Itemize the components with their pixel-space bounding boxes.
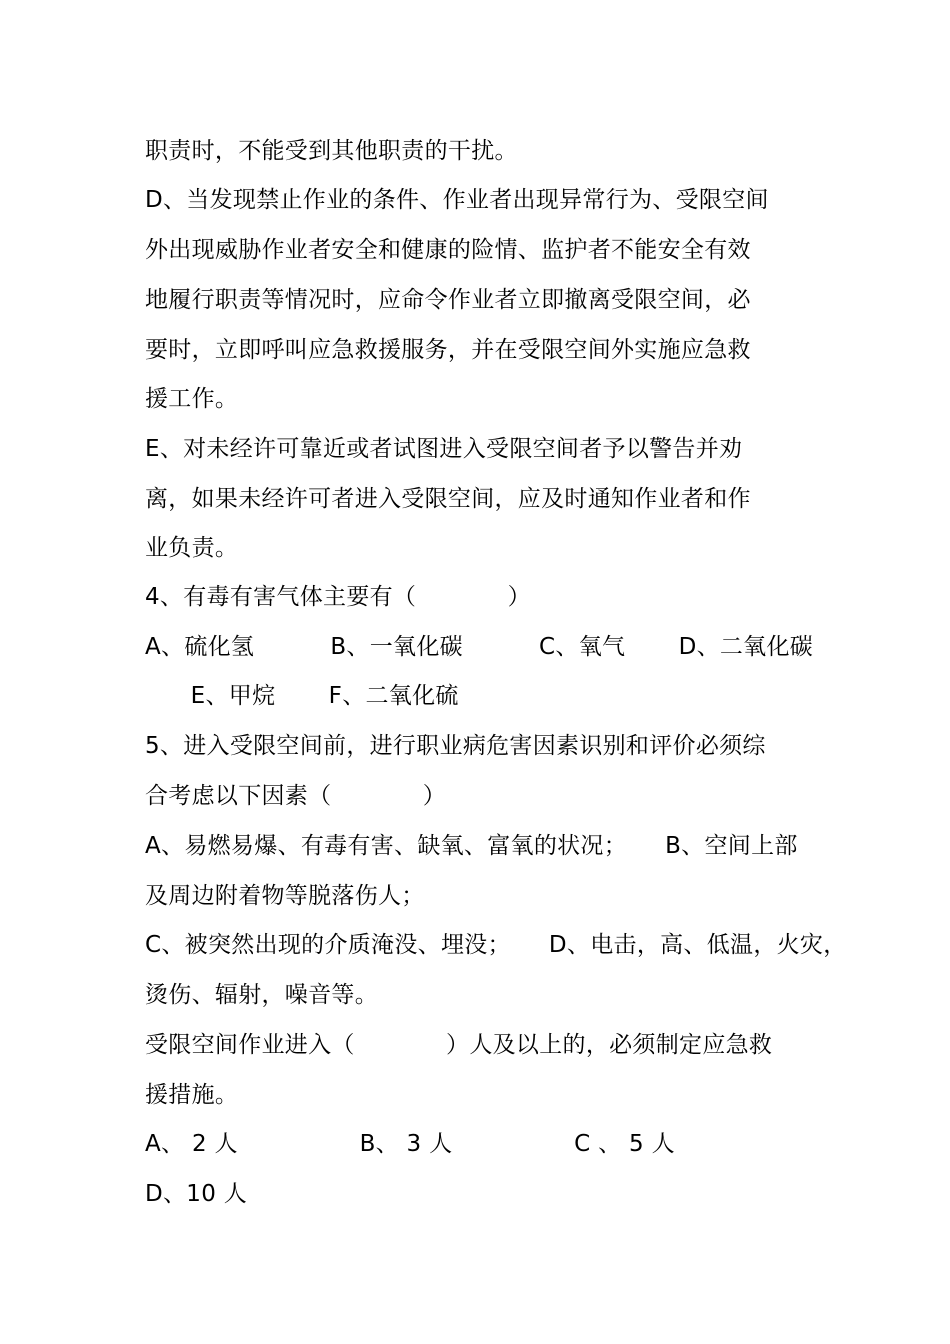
text-line: E、对未经许可靠近或者试图进入受限空间者予以警告并劝 [145, 436, 743, 462]
question-5-options: A、易燃易爆、有毒有害、缺氧、富氧的状况； B、空间上部 [145, 833, 798, 859]
question-4-stem: 4、有毒有害气体主要有（ ） [145, 584, 531, 610]
text-line: 地履行职责等情况时，应命令作业者立即撤离受限空间，必 [145, 287, 751, 313]
text-line: 外出现威胁作业者安全和健康的险情、监护者不能安全有效 [145, 237, 751, 263]
text-line: 离，如果未经许可者进入受限空间，应及时通知作业者和作 [145, 486, 751, 512]
text-line: D、当发现禁止作业的条件、作业者出现异常行为、受限空间 [145, 187, 769, 213]
question-6-stem: 受限空间作业进入（ ）人及以上的，必须制定应急救 [145, 1032, 773, 1058]
question-5-options-cont: 及周边附着物等脱落伤人； [145, 883, 425, 909]
question-6-stem-cont: 援措施。 [145, 1082, 239, 1108]
question-5-stem: 5、进入受限空间前，进行职业病危害因素识别和评价必须综 [145, 733, 766, 759]
question-4-options: A、硫化氢 B、一氧化碳 C、氧气 D、二氧化碳 [145, 634, 814, 660]
question-6-options-cont: D、10 人 [145, 1181, 248, 1207]
question-5-stem-cont: 合考虑以下因素（ ） [145, 783, 447, 809]
text-line: 业负责。 [145, 535, 239, 561]
question-5-options-cd-cont: 烫伤、辐射，噪音等。 [145, 982, 378, 1008]
text-line: 要时，立即呼叫应急救援服务，并在受限空间外实施应急救 [145, 337, 751, 363]
text-line: 援工作。 [145, 386, 239, 412]
question-5-options-cd: C、被突然出现的介质淹没、埋没； D、电击，高、低温，火灾， [145, 932, 847, 958]
text-line: 职责时，不能受到其他职责的干扰。 [145, 138, 518, 164]
question-4-options-cont: E、甲烷 F、二氧化硫 [145, 683, 459, 709]
question-6-options: A、 2 人 B、 3 人 C 、 5 人 [145, 1131, 675, 1157]
